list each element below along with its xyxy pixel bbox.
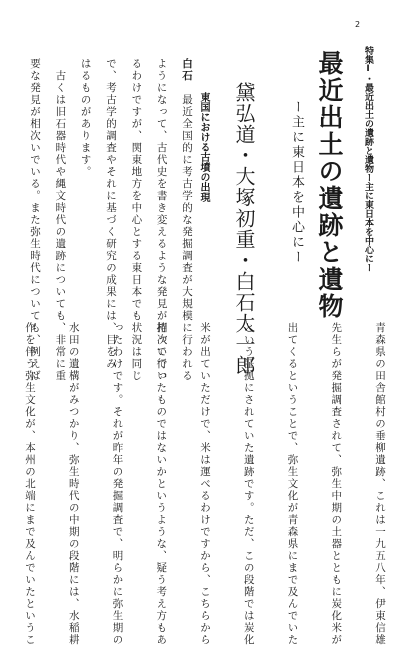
lower-line-4: という証拠にされていた遺跡です。ただ、この段階では炭化	[242, 322, 255, 646]
text-line-1-body: 最近全国的に考古学的な発掘調査が大規模に行われる	[180, 82, 193, 382]
text-line-5: はるものがあります。	[79, 58, 92, 178]
lower-line-6: 持って行ったものではないかというような、疑う考え方もあ	[155, 322, 168, 646]
text-line-3: るわけですが、関東地方を中心とする東日本でも状況は同じ	[130, 58, 143, 382]
text-line-1	[180, 58, 193, 382]
upper-text-block	[29, 58, 193, 382]
authors: 黛弘道・大塚初重・白石太一郎	[232, 82, 256, 376]
lower-line-9: 作を伴う弥生文化が、本州の北端にまで及んでいたというこ	[24, 322, 36, 646]
article-title: 最近出土の遺跡と遺物	[315, 50, 344, 320]
text-line-7: 要な発見が相次いでいる。また弥生時代についても、例えば	[29, 58, 41, 382]
speaker-label: 白石	[180, 58, 193, 82]
lower-line-5: 米が出ていただけで、米は運べるわけですから、こちらから	[199, 322, 211, 646]
text-line-6: 古くは旧石器時代や縄文時代の遺跡についても、非常に重	[54, 58, 67, 382]
section-heading: 東国における古墳の出現	[198, 92, 209, 202]
lower-line-7: ったわけです。それが昨年の発掘調査で、明らかに弥生期の	[111, 322, 124, 646]
lower-text-block	[24, 322, 386, 646]
page-number: 2	[355, 20, 361, 29]
text-line-2: ようになって、古代史を書き変えるような発見が相次いでい	[155, 58, 168, 382]
lower-line-2: 先生らが発掘調査されて、弥生中期の土器とともに炭化米が	[330, 322, 343, 646]
text-line-4: で、考古学的調査やそれに基づく研究の成果には、目をみ	[104, 58, 117, 370]
lower-line-8: 水田の遺構がみつかり、弥生時代の中期の段階には、水稲耕	[67, 322, 80, 646]
article-subtitle: ー主に東日本を中心にー	[289, 100, 304, 265]
lower-line-3: 出てくるということで、弥生文化が青森県にまで及んでいた	[286, 322, 299, 646]
running-head: 特集Ⅰ・最近出土の遺跡と遺物ー主に東日本を中心にー	[363, 46, 373, 272]
column-divider	[29, 318, 382, 319]
lower-line-1: 青森県の田舎館村の垂柳遺跡、これは一九五八年、伊東信雄	[374, 322, 386, 646]
